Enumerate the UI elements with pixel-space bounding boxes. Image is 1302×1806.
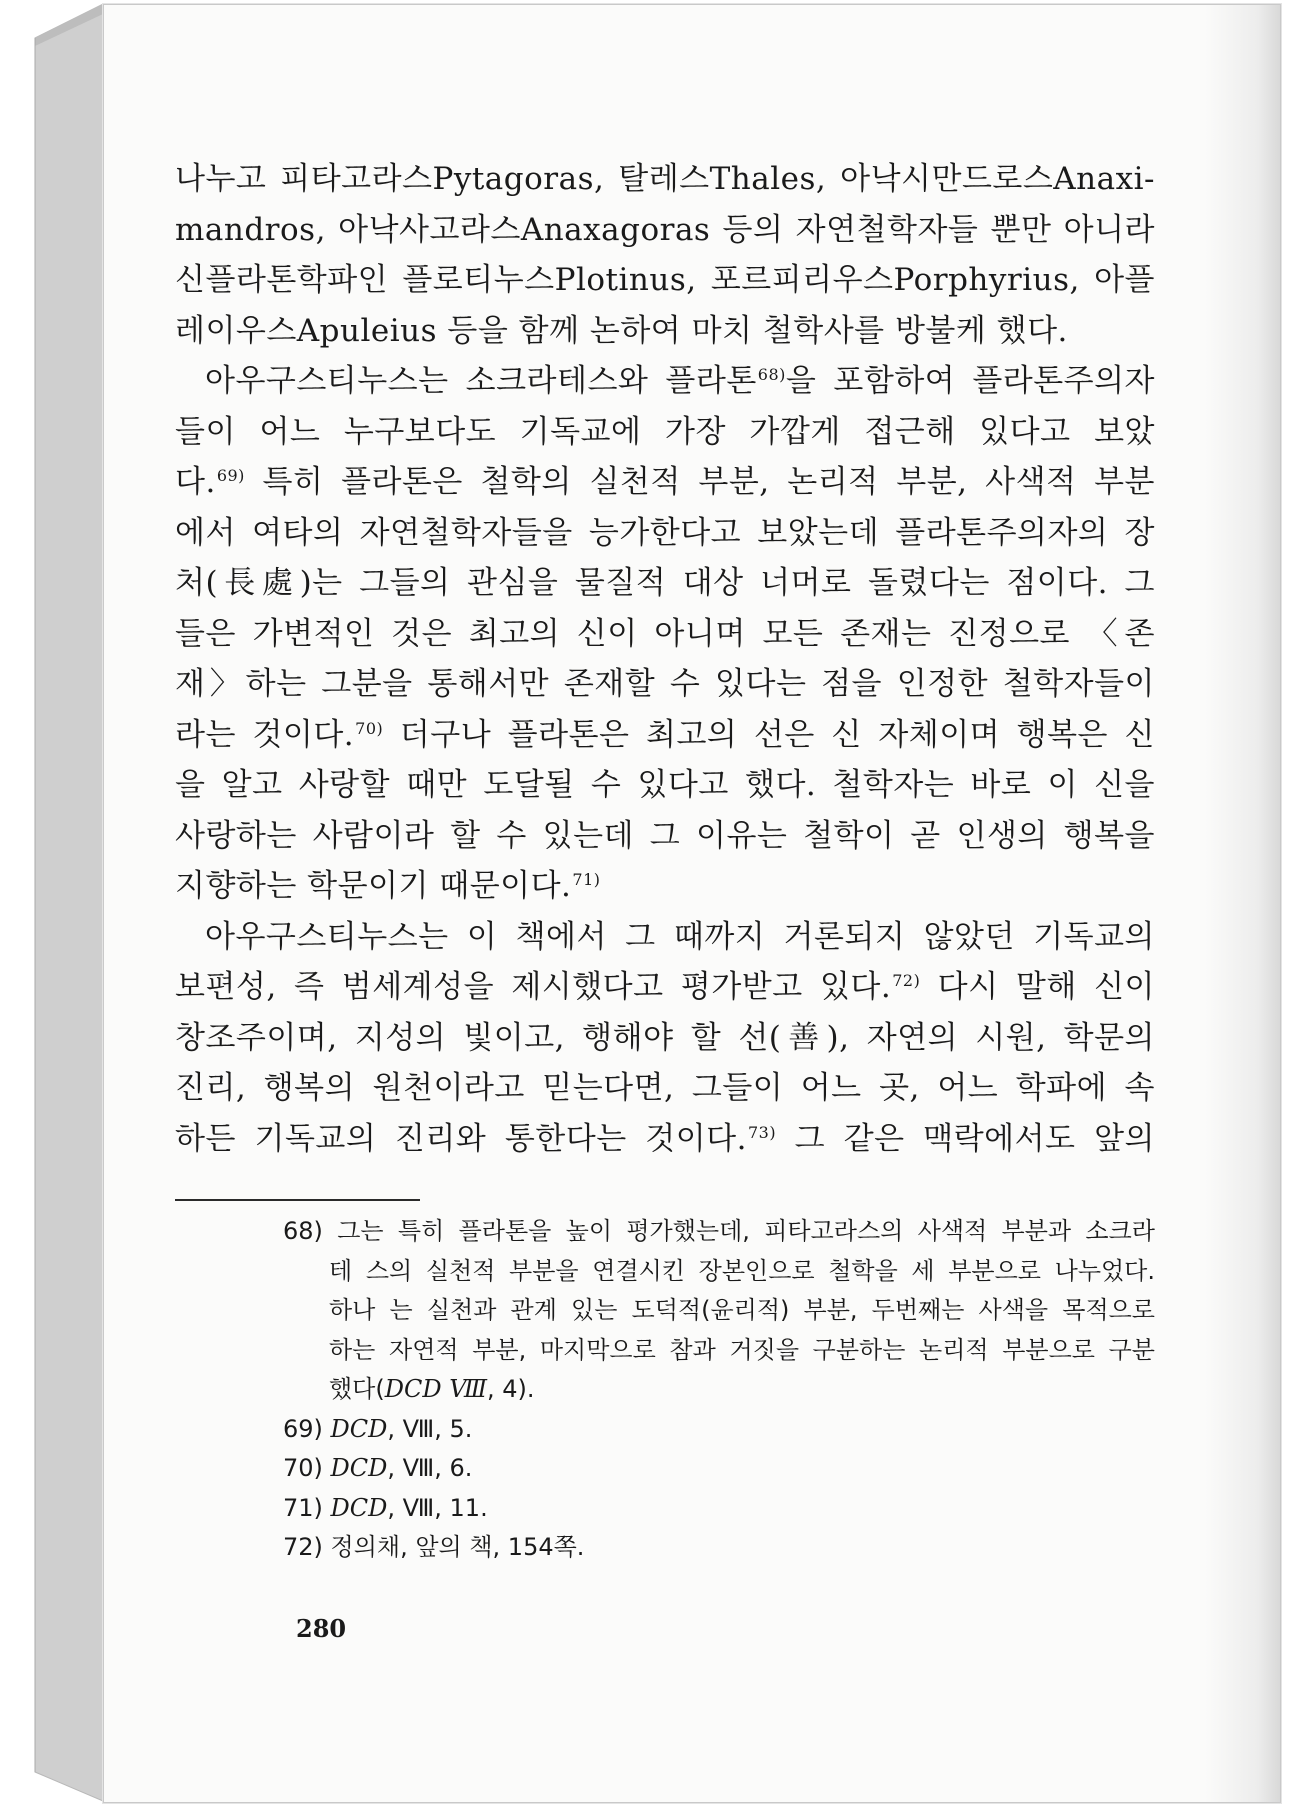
body-line (175, 457, 1155, 508)
footnote-70 (175, 1449, 1155, 1489)
footnote-ref-70[interactable]: 70) (355, 718, 384, 738)
footnote-ref-71[interactable]: 71) (572, 870, 601, 889)
body-text-span: 다. (175, 464, 216, 500)
footnote-72 (175, 1528, 1155, 1568)
page-edge-shading (1205, 5, 1280, 1802)
footnote-number: 70) (283, 1454, 323, 1482)
body-line (175, 962, 1155, 1013)
body-text-span: 아우구스티누스는 소크라테스와 플라톤 (205, 363, 757, 399)
body-text (175, 154, 1155, 1164)
body-line (175, 861, 1155, 912)
body-line (175, 1114, 1155, 1165)
footnote-line: 테 스의 실천적 부분을 연결시킨 장본인으로 철학을 세 부분으로 나누었다. (329, 1256, 1155, 1285)
footnote-ref-68[interactable]: 68) (757, 365, 786, 384)
body-line: 창조주이며, 지성의 빛이고, 행해야 할 선(善), 자연의 시원, 학문의 (175, 1019, 1155, 1056)
footnote-number: 69) (283, 1414, 323, 1443)
body-line (175, 356, 1155, 407)
body-line: 들은 가변적인 것은 최고의 신이 아니며 모든 존재는 진정으로 〈존 (175, 615, 1155, 652)
footnote-text: 정의채, 앞의 책, 154쪽. (330, 1533, 585, 1561)
footnote-line (175, 1212, 1155, 1252)
footnote-text: , Ⅷ, 5. (387, 1414, 473, 1443)
footnote-reference: DCD (330, 1493, 388, 1522)
body-line: 아우구스티누스는 이 책에서 그 때까지 거론되지 않았던 기독교의 (205, 918, 1155, 955)
body-line: 나누고 피타고라스Pytagoras, 탈레스Thales, 아낙시만드로스Anaxi- (175, 161, 1155, 197)
body-text-span: 그 같은 맥락에서도 앞의 (776, 1120, 1155, 1157)
footnote-number: 71) (283, 1493, 323, 1522)
footnote-71 (175, 1489, 1155, 1529)
footnote-69 (175, 1410, 1155, 1450)
body-line: 처(長處)는 그들의 관심을 물질적 대상 너머로 돌렸다는 점이다. 그 (175, 565, 1155, 601)
footnote-reference: DCD (330, 1414, 388, 1443)
body-text-span: 더구나 플라톤은 최고의 선은 신 자체이며 행복은 신 (383, 716, 1155, 753)
body-line: 사랑하는 사람이라 할 수 있는데 그 이유는 철학이 곧 인생의 행복을 (175, 817, 1155, 854)
body-line: 신플라톤학파인 플로티누스Plotinus, 포르피리우스Porphyrius, 아플 (175, 262, 1155, 298)
footnote-line (175, 1370, 1155, 1410)
body-text-span: 특히 플라톤은 철학의 실천적 부분, 논리적 부분, 사색적 부분 (244, 464, 1155, 500)
footnote-ref-72[interactable]: 72) (892, 971, 921, 990)
body-text-span: 지향하는 학문이기 때문이다. (175, 868, 572, 904)
body-text-span: 을 포함하여 플라톤주의자 (785, 363, 1155, 399)
footnote-68 (175, 1212, 1155, 1410)
footnote-text: , Ⅷ, 6. (387, 1454, 473, 1482)
footnote-number: 68) (283, 1217, 323, 1245)
body-text-span: 다시 말해 신이 (920, 969, 1155, 1005)
body-text-span: 보편성, 즉 범세계성을 제시했다고 평가받고 있다. (175, 969, 892, 1005)
footnote-text: , Ⅷ, 11. (387, 1493, 488, 1522)
footnote-text: , 4). (487, 1375, 535, 1403)
footnote-text: 했다( (329, 1375, 385, 1403)
footnote-separator (175, 1199, 420, 1201)
body-line (175, 710, 1155, 761)
body-line: 을 알고 사랑할 때만 도달될 수 있다고 했다. 철학자는 바로 이 신을 (175, 767, 1155, 803)
footnotes (175, 1212, 1155, 1568)
footnote-text: 그는 특히 플라톤을 높이 평가했는데, 피타고라스의 사색적 부분과 소크라 (337, 1217, 1155, 1245)
footnote-line: 하는 자연적 부분, 마지막으로 참과 거짓을 구분하는 논리적 부분으로 구분 (329, 1335, 1155, 1364)
footnote-number: 72) (283, 1533, 323, 1561)
body-line: 레이우스Apuleius 등을 함께 논하여 마치 철학사를 방불케 했다. (175, 312, 1068, 349)
footnote-line: 하나 는 실천과 관계 있는 도덕적(윤리적) 부분, 두번째는 사색을 목적으로 (329, 1296, 1155, 1324)
footnote-reference: DCD (330, 1454, 388, 1482)
footnote-ref-69[interactable]: 69) (216, 466, 245, 485)
footnote-reference: DCD Ⅷ (384, 1375, 488, 1403)
body-line: mandros, 아낙사고라스Anaxagoras 등의 자연철학자들 뿐만 아니라 (175, 211, 1155, 248)
body-line: 재〉하는 그분을 통해서만 존재할 수 있다는 점을 인정한 철학자들이 (175, 666, 1155, 702)
body-text-span: 라는 것이다. (175, 716, 355, 753)
body-line: 에서 여타의 자연철학자들을 능가한다고 보았는데 플라톤주의자의 장 (175, 514, 1155, 551)
footnote-ref-73[interactable]: 73) (747, 1122, 777, 1142)
body-text-span: 하든 기독교의 진리와 통한다는 것이다. (175, 1120, 747, 1157)
body-line: 진리, 행복의 원천이라고 믿는다면, 그들이 어느 곳, 어느 학파에 속 (175, 1070, 1155, 1106)
page-number: 280 (296, 1614, 347, 1643)
body-line: 들이 어느 누구보다도 기독교에 가장 가깝게 접근해 있다고 보았 (175, 413, 1155, 450)
